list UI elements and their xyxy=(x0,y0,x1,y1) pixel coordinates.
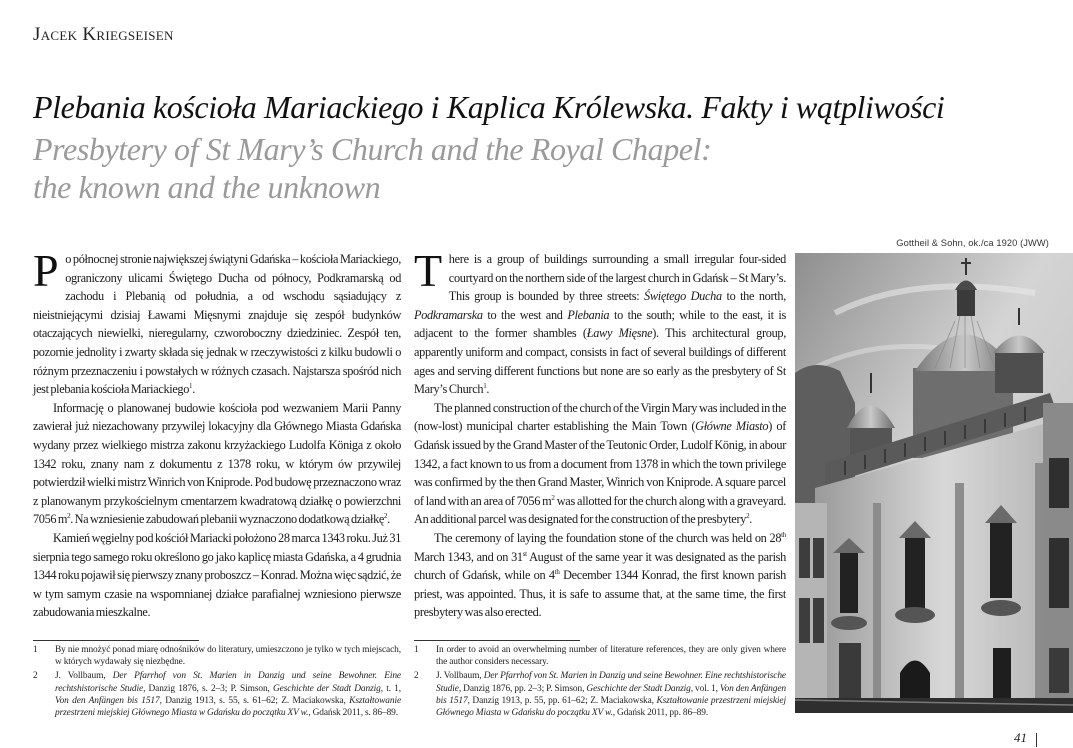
citation-text: , Gdańsk 2011, pp. 86–89. xyxy=(612,708,709,719)
photo-window xyxy=(799,598,810,643)
polish-text-column xyxy=(33,245,401,622)
paragraph-text: to the south; while to the east, it is adjacent to the former shambles ( xyxy=(414,307,787,341)
footnote-divider xyxy=(414,640,580,641)
street-name: Świętego Ducha xyxy=(644,289,722,304)
footnote xyxy=(414,644,786,668)
citation-text: , vol. 1, xyxy=(690,683,720,694)
ordinal-suffix: th xyxy=(781,530,786,539)
footnote-ref[interactable]: 2 xyxy=(746,512,750,521)
footnote-divider xyxy=(33,640,199,641)
footnote-ref[interactable]: 2 xyxy=(384,512,388,521)
citation-title: Kształtowanie przestrzeni miejskiej Głównego Miasta w Gdańsku do początku XV w. xyxy=(436,695,786,719)
photo-window xyxy=(813,538,824,578)
citation-text: , Danzig 1913, s. 55, s. 61–62; Z. Maciakowska, xyxy=(159,695,350,706)
citation-text: , t. 1, xyxy=(380,683,402,694)
footnote-number: 1 xyxy=(33,645,38,655)
footnote-text: By nie mnożyć ponad miarę odnośników do literatury, umieszczono je tylko w tych miejscach, w których wydawały się niezbędne. xyxy=(55,645,401,668)
street-name: Podkramarska xyxy=(414,307,483,322)
photo-doorway xyxy=(839,643,861,698)
drop-cap: T xyxy=(414,245,442,296)
paragraph xyxy=(414,529,786,622)
paragraph-text: ). This architectural group, apparently uniform and compact, consists in fact of several buildings of different ages and serving different functions but none are so early as the presbytery of St Mary’s Church xyxy=(414,326,787,397)
citation-title: Der Pfarrhof von St. Marien in Danzig und seine Bewohner. Eine rechtshistorische Studie xyxy=(55,671,401,694)
paragraph-text: ) of Gdańsk issued by the Grand Master of the Teutonic Order, Ludolf König, in abour 1342, a fact known to us from a document from 1378 in which the town privilege was confirmed by the then Grand Master, Winrich von Kniprode. A square parcel of land with an area of 7056 m xyxy=(414,419,786,508)
paragraph-text: . Na wzniesienie zabudowań plebanii wyznaczono dodatkową działkę xyxy=(70,512,384,527)
photo-window xyxy=(1049,538,1069,608)
paragraph: There is a group of buildings surrounding a small irregular four-sided courtyard on the northern side of the largest church in Gdańsk – St Mary’s. This group is bounded by three streets: Świętego Ducha to the north, Podkramarska to the west and Plebania to the south; while to the east, it is adjacent to the former shambles (Ławy Mięsne). This architectural group, apparently uniform and compact, consists in fact of several buildings of different ages and serving different functions but none are so early as the presbytery of St Mary’s Church$^1$. xyxy=(414,245,787,397)
paragraph: Kamień węgielny pod kościół Mariacki położono 28 marca 1343 roku. Już 31 sierpnia tego samego roku określono go jako kaplicę miasta Gdańska, a 4 grudnia 1344 roku pojawił się pierwszy znany proboszcz – Konrad. Można więc sądzić, że w tym samym czasie na wspomnianej działce parafialnej wzniesiono pierwsze zabudowania mieszkalne. xyxy=(33,530,401,620)
page-number-divider xyxy=(1036,733,1037,747)
photo-lantern xyxy=(957,288,975,316)
photo-window xyxy=(799,538,810,578)
citation-text: J. Vollbaum, xyxy=(436,671,484,682)
title-polish: Plebania kościoła Mariackiego i Kaplica Królewska. Fakty i wątpliwości xyxy=(33,89,945,125)
citation-title: Kształtowanie przestrzeni miejskiej Głównego Miasta w Gdańsku do początku XV w. xyxy=(55,695,402,719)
paragraph-text: The ceremony of laying the foundation stone of the church was held on 28 xyxy=(434,530,782,545)
paragraph-text: was allotted for the church along with a graveyard. An additional parcel was designated for the construction of the presbytery xyxy=(414,493,786,527)
citation-title: Geschichte der Stadt Danzig xyxy=(273,683,381,694)
photo-window xyxy=(813,598,824,643)
footnotes-polish xyxy=(33,644,401,721)
paragraph: Informację o planowanej budowie kościoła pod wezwaniem Marii Panny zawierał już niezachowany przywilej lokacyjny dla Głównego Miasta Gdańska wydany przez wielkiego mistrza zakonu krzyżackiego Ludolfa Königa z około 1342 roku, znany nam z dokumentu z 1378 roku, w którym ów przywilej potwierdził wielki mistrz Winrich von Kniprode. Pod budowę przeznaczono wraz z planowanym przykościelnym cmentarzem kwadratową działkę o powierzchni 7056 $m^2$. Na wzniesienie zabudowań plebanii wyznaczono dodatkową działkę$^2$. xyxy=(33,400,401,527)
footnote xyxy=(33,670,401,719)
paragraph-text: August of the same year it was designated as the parish church of Gdańsk, while on 4 xyxy=(414,549,786,583)
citation-text: , Danzig 1876, s. 2–3; P. Simson, xyxy=(143,683,274,694)
english-text-column xyxy=(414,245,787,622)
drop-cap: P xyxy=(33,245,59,296)
author-name: Jacek Kriegseisen xyxy=(33,24,174,45)
footnote-text xyxy=(436,670,786,719)
paragraph-text: The planned construction of the church of the Virgin Mary was included in the (now-lost) municipal charter establishing the Main Town ( xyxy=(414,400,786,434)
citation-text: J. Vollbaum, xyxy=(55,671,113,682)
ordinal-suffix: st xyxy=(522,549,527,558)
paragraph: Po północnej stronie największej świątyni Gdańska – kościoła Mariackiego, ograniczony ulicami Świętego Ducha od północy, Podkramarską od zachodu i Plebanią od południa, a od wschodu sąsiadujący z nieistniejącymi dzisiaj Ławami Mięsnymi znajduje się zespół budynków otaczających niewielki, nieregularny, czworoboczny dziedziniec. Zespół ten, pozornie jednolity i zwarty składa się jednak w rzeczywistości z kilku budowli o różnym przeznaczeniu i powstałych w różnych czasach. Najstarsza spośród nich jest plebania kościoła Mariackiego$^1$. xyxy=(33,245,401,397)
footnote xyxy=(414,670,786,719)
title-english-line1: Presbytery of St Mary’s Church and the Royal Chapel: xyxy=(33,131,712,167)
figure-caption: Gottheil & Sohn, ok./ca 1920 (JWW) xyxy=(896,238,1049,248)
superscript: 2 xyxy=(67,512,71,521)
photo-window xyxy=(1049,458,1069,508)
place-name: Główne Miasto xyxy=(695,419,769,434)
paragraph-text: here is a group of buildings surrounding a small irregular four-sided courtyard on the northern side of the largest church in Gdańsk – St Mary’s. This group is bounded by three streets: xyxy=(448,252,786,304)
paragraph: The planned construction of the church of the Virgin Mary was included in the (now-lost) municipal charter establishing the Main Town (Główne Miasto) of Gdańsk issued by the Grand Master of the Teutonic Order, Ludolf König, in abour 1342, a fact known to us from a document from 1378 in which the town privilege was confirmed by the then Grand Master, Winrich von Kniprode. A square parcel of land with an area of 7056 $m^2$ was allotted for the church along with a graveyard. An additional parcel was designated for the construction of the presbytery$^2$. xyxy=(414,400,786,527)
paragraph-text: Informację o planowanej budowie kościoła pod wezwaniem Marii Panny zawierał już niezachowany przywilej lokacyjny dla Głównego Miasta Gdańska wydany przez wielkiego mistrza zakonu krzyżackiego Ludolfa Königa z około 1342 roku, znany nam z dokumentu z 1378 roku, w którym ów przywilej potwierdził wielki mistrz Winrich von Kniprode. Pod budowę przeznaczono wraz z planowanym przykościelnym cmentarzem kwadratową działkę o powierzchni 7056 m xyxy=(33,400,401,527)
citation-title: Von den Anfängen bis 1517 xyxy=(55,695,160,706)
photo-arched-portal xyxy=(900,661,930,704)
title-english-line2: the known and the unknown xyxy=(33,169,381,205)
photo-window xyxy=(1049,648,1069,693)
paragraph-text: o północnej stronie największej świątyni Gdańska – kościoła Mariackiego, ograniczony ulicami Świętego Ducha od północy, Podkramarską od zachodu i Plebanią od południa, a od wschodu sąsiadujący z nieistniejącymi dzisiaj Ławami Mięsnymi znajduje się zespół budynków otaczających niewielki, nieregularny, czworoboczny dziedziniec. Zespół ten, pozornie jednolity i zwarty składa się jednak w rzeczywistości z kilku budowli o różnym przeznaczeniu i powstałych w różnych czasach. Najstarsza spośród nich jest plebania kościoła Mariackiego xyxy=(33,252,401,397)
title-english xyxy=(33,130,711,206)
citation-text: , Danzig 1876, pp. 2–3; P. Simson, xyxy=(458,683,587,694)
paragraph-text: to the north, xyxy=(721,289,787,304)
footnotes-english xyxy=(414,644,786,721)
street-name: Plebania xyxy=(567,307,610,322)
citation-text: , Gdańsk 2011, s. 86–89. xyxy=(308,708,398,719)
footnote-ref[interactable]: 1 xyxy=(483,382,487,391)
place-name: Ławy Mięsne xyxy=(586,326,653,341)
footnote-number: 2 xyxy=(33,671,38,682)
citation-title: Von den Anfängen bis 1517 xyxy=(436,683,787,706)
citation-text: , Danzig 1913, p. 55, pp. 61–62; Z. Maciakowska, xyxy=(467,695,657,706)
footnote-ref[interactable]: 1 xyxy=(189,382,193,391)
page-number: 41 xyxy=(1014,730,1027,745)
photo-right-drum xyxy=(995,353,1043,393)
footnote-text xyxy=(55,670,401,719)
footnote xyxy=(33,644,401,668)
paragraph-text: December 1344 Konrad, the first known parish priest, was appointed. Thus, it is safe to assume that, at the same time, the first presbytery was also erected. xyxy=(414,568,786,620)
paragraph-text: March 1343, and on 31 xyxy=(414,549,523,564)
paragraph-text: to the west and xyxy=(482,307,568,322)
photo-illustration xyxy=(795,253,1073,713)
footnote-number: 2 xyxy=(414,671,419,682)
royal-chapel-photo xyxy=(795,253,1073,713)
superscript: 2 xyxy=(551,493,555,502)
ordinal-suffix: th xyxy=(554,568,560,576)
citation-title: Geschichte der Stadt Danzig xyxy=(586,683,691,694)
citation-title: Der Pfarrhof von St. Marien in Danzig und seine Bewohner. Eine rechtshistorische Studie xyxy=(436,671,786,694)
footnote-text: In order to avoid an overwhelming number of literature references, they are only given where the author considers necessary. xyxy=(436,645,786,668)
footnote-number: 1 xyxy=(414,645,419,655)
